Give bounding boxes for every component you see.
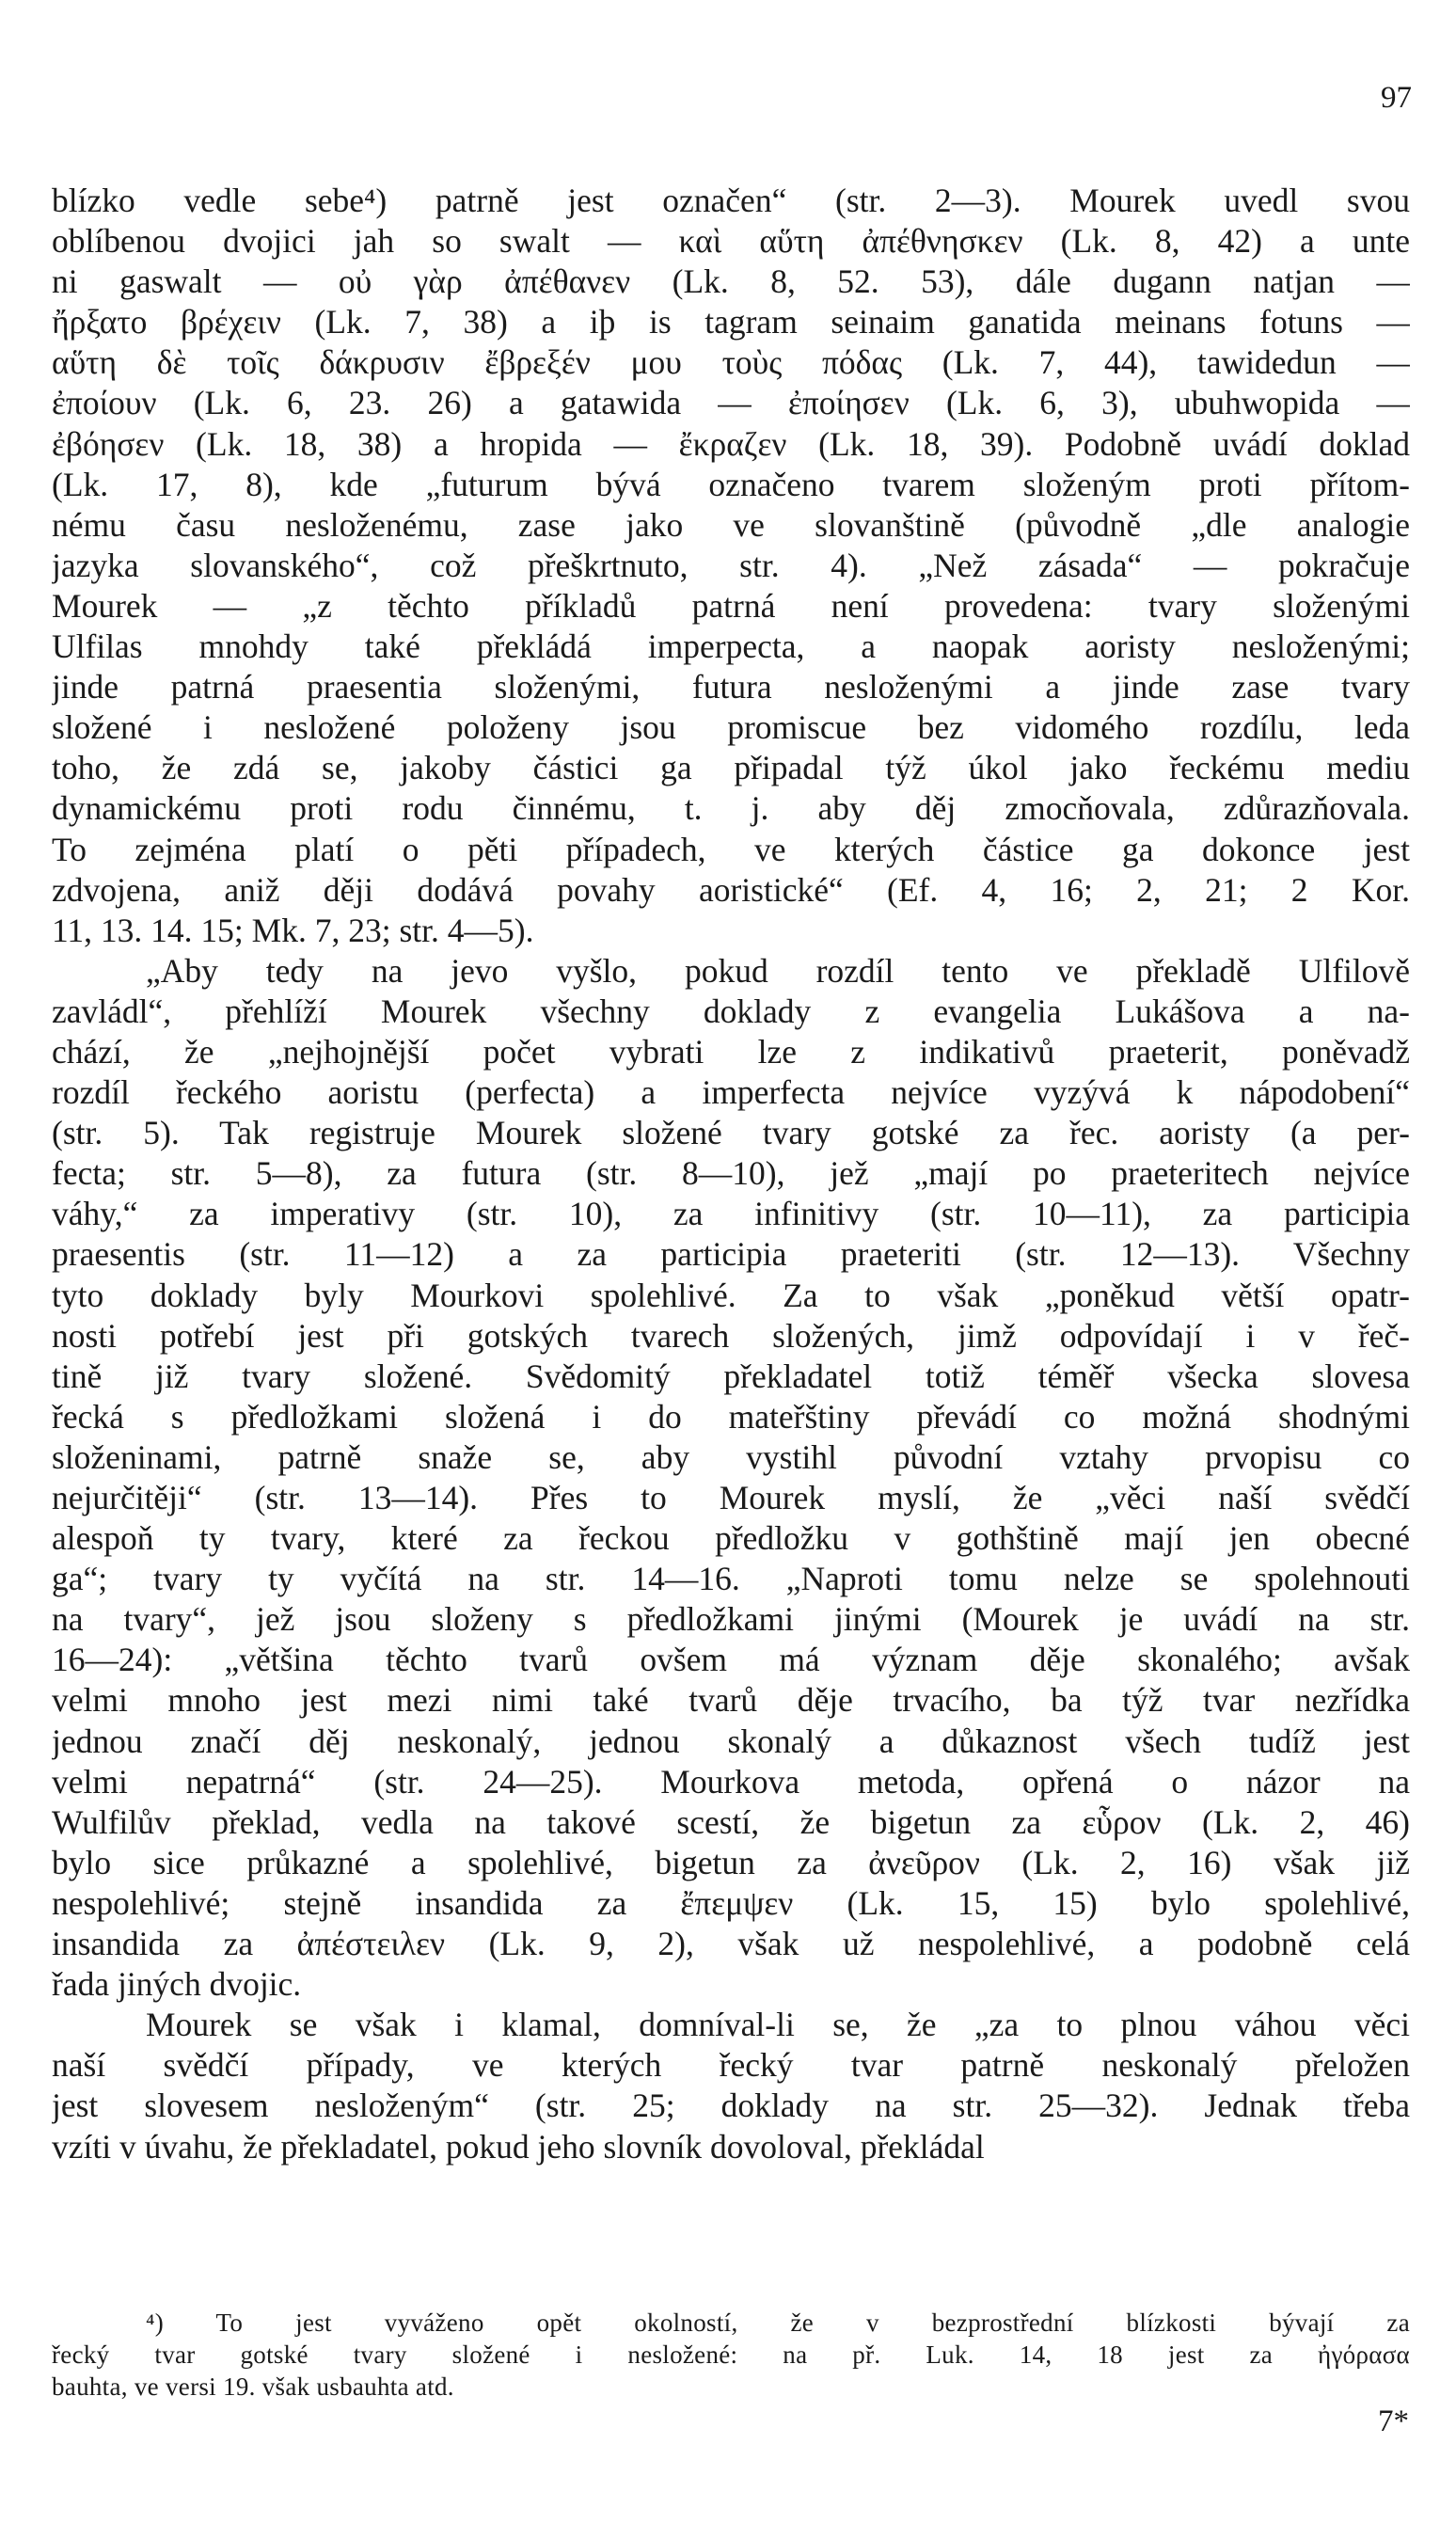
text-line: tině již tvary složené. Svědomitý překladatel totiž téměř všecka slovesa (52, 1357, 1410, 1395)
text-line: velmi nepatrná“ (str. 24—25). Mourkova metoda, opřená o názor na (52, 1762, 1410, 1801)
text-line: velmi mnoho jest mezi nimi také tvarů děje trvacího, ba týž tvar nezřídka (52, 1681, 1410, 1720)
text-line: nosti potřebí jest při gotských tvarech složených, jimž odpovídají i v řeč- (52, 1316, 1410, 1355)
text-line: vzíti v úvahu, že překladatel, pokud jeho slovník dovoloval, překládal (52, 2127, 985, 2166)
text-line: αὕτη δὲ τοῖς δάκρυσιν ἔβρεξέν μου τοὺς πόδας (Lk. 7, 44), tawidedun — (52, 343, 1410, 382)
text-line: Ulfilas mnohdy také překládá imperpecta, a naopak aoristy nesloženými; (52, 627, 1410, 666)
text-line: rozdíl řeckého aoristu (perfecta) a imperfecta nejvíce vyzývá k nápodobení“ (52, 1073, 1410, 1112)
text-line: zavládl“, přehlíží Mourek všechny doklady z evangelia Lukášova a na- (52, 992, 1410, 1030)
text-line: ni gaswalt — οὐ γὰρ ἀπέθανεν (Lk. 8, 52. 53), dále dugann natjan — (52, 262, 1410, 301)
footnote-line: bauhta, ve versi 19. však usbauhta atd. (52, 2372, 454, 2401)
text-line: ἤρξατο βρέχειν (Lk. 7, 38) a iþ is tagram seinaim ganatida meinans fotuns — (52, 303, 1410, 341)
text-line: toho, že zdá se, jakoby částici ga připadal týž úkol jako řeckému mediu (52, 749, 1410, 787)
text-line: (str. 5). Tak registruje Mourek složené tvary gotské za řec. aoristy (a per- (52, 1114, 1410, 1152)
text-line: tyto doklady byly Mourkovi spolehlivé. Za to však „poněkud větší opatr- (52, 1276, 1410, 1314)
footnote-line: řecký tvar gotské tvary složené i nesložené: na př. Luk. 14, 18 jest za ἠγόρασα (52, 2341, 1410, 2369)
text-line: nému času nesloženému, zase jako ve slovanštině (původně „dle analogie (52, 505, 1410, 544)
text-line: praesentis (str. 11—12) a za participia praeteriti (str. 12—13). Všechny (52, 1235, 1410, 1274)
text-line: 16—24): „většina těchto tvarů ovšem má význam děje skonalého; avšak (52, 1641, 1410, 1679)
text-line: nejurčitěji“ (str. 13—14). Přes to Mourek myslí, že „věci naší svědčí (52, 1479, 1410, 1516)
text-line: ga“; tvary ty vyčítá na str. 14—16. „Naproti tomu nelze se spolehnouti (52, 1560, 1410, 1598)
text-line: alespoň ty tvary, které za řeckou předložku v gothštině mají jen obecné (52, 1519, 1410, 1558)
text-line: (Lk. 17, 8), kde „futurum bývá označeno tvarem složeným proti přítom- (52, 465, 1410, 503)
text-line: insandida za ἀπέστειλεν (Lk. 9, 2), však už nespolehlivé, a podobně celá (52, 1925, 1410, 1963)
text-line: naší svědčí případy, ve kterých řecký tvar patrně neskonalý přeložen (52, 2046, 1410, 2085)
text-line: Wulfilův překlad, vedla na takové scestí, že bigetun za εὗρον (Lk. 2, 46) (52, 1802, 1410, 1841)
footnote (52, 2307, 1410, 2403)
text-line: 11, 13. 14. 15; Mk. 7, 23; str. 4—5). (52, 911, 534, 949)
text-line: složené i nesložené položeny jsou promiscue bez vidomého rozdílu, leda (52, 708, 1410, 747)
text-line: ἐβόησεν (Lk. 18, 38) a hropida — ἔκραζεν (Lk. 18, 39). Podobně uvádí doklad (52, 424, 1410, 463)
text-line: řada jiných dvojic. (52, 1965, 302, 2004)
text-line: oblíbenou dvojici jah so swalt — καὶ αὕτη ἀπέθνησκεν (Lk. 8, 42) a unte (52, 222, 1410, 261)
main-text (52, 181, 1410, 2167)
text-line: jest slovesem nesloženým“ (str. 25; doklady na str. 25—32). Jednak třeba (52, 2087, 1410, 2125)
text-line: chází, že „nejhojnější počet vybrati lze z indikativů praeterit, poněvadž (52, 1032, 1410, 1071)
text-line: „Aby tedy na jevo vyšlo, pokud rozdíl tento ve překladě Ulfilově (146, 951, 1410, 990)
text-line: fecta; str. 5—8), za futura (str. 8—10), jež „mají po praeteritech nejvíce (52, 1154, 1410, 1193)
page-number: 97 (1381, 81, 1412, 115)
text-line: nespolehlivé; stejně insandida za ἔπεμψεν (Lk. 15, 15) bylo spolehlivé, (52, 1883, 1410, 1922)
text-line: váhy,“ za imperativy (str. 10), za infinitivy (str. 10—11), za participia (52, 1195, 1410, 1233)
text-line: blízko vedle sebe⁴) patrně jest označen“ (str. 2—3). Mourek uvedl svou (52, 182, 1410, 219)
text-line: řecká s předložkami složená i do mateřštiny převádí co možná shodnými (52, 1397, 1410, 1436)
text-line: Mourek se však i klamal, domníval-li se, že „za to plnou váhou věci (146, 2006, 1410, 2044)
text-line: To zejména platí o pěti případech, ve kterých částice ga dokonce jest (52, 830, 1410, 868)
text-line: jednou značí děj neskonalý, jednou skonalý a důkaznost všech tudíž jest (52, 1722, 1410, 1760)
text-line: jazyka slovanského“, což přeškrtnuto, str. 4). „Než zásada“ — pokračuje (52, 546, 1410, 584)
text-line: dynamickému proti rodu činnému, t. j. aby děj zmocňovala, zdůrazňovala. (52, 789, 1410, 828)
signature-mark: 7* (1378, 2404, 1409, 2438)
text-line: ἐποίουν (Lk. 6, 23. 26) a gatawida — ἐποίησεν (Lk. 6, 3), ubuhwopida — (52, 384, 1410, 422)
footnote-line: ⁴) To jest vyváženo opět okolností, že v bezprostřední blízkosti bývají za (146, 2309, 1410, 2337)
text-line: na tvary“, jež jsou složeny s předložkami jinými (Mourek je uvádí na str. (52, 1600, 1410, 1639)
text-line: složeninami, patrně snaže se, aby vystihl původní vztahy prvopisu co (52, 1437, 1410, 1476)
text-line: bylo sice průkazné a spolehlivé, bigetun za ἀνεῦρον (Lk. 2, 16) však již (52, 1843, 1410, 1881)
text-line: zdvojena, aniž ději dodává povahy aoristické“ (Ef. 4, 16; 2, 21; 2 Kor. (52, 870, 1410, 909)
text-line: jinde patrná praesentia složenými, futura nesloženými a jinde zase tvary (52, 668, 1410, 706)
text-line: Mourek — „z těchto příkladů patrná není provedena: tvary složenými (52, 586, 1410, 625)
